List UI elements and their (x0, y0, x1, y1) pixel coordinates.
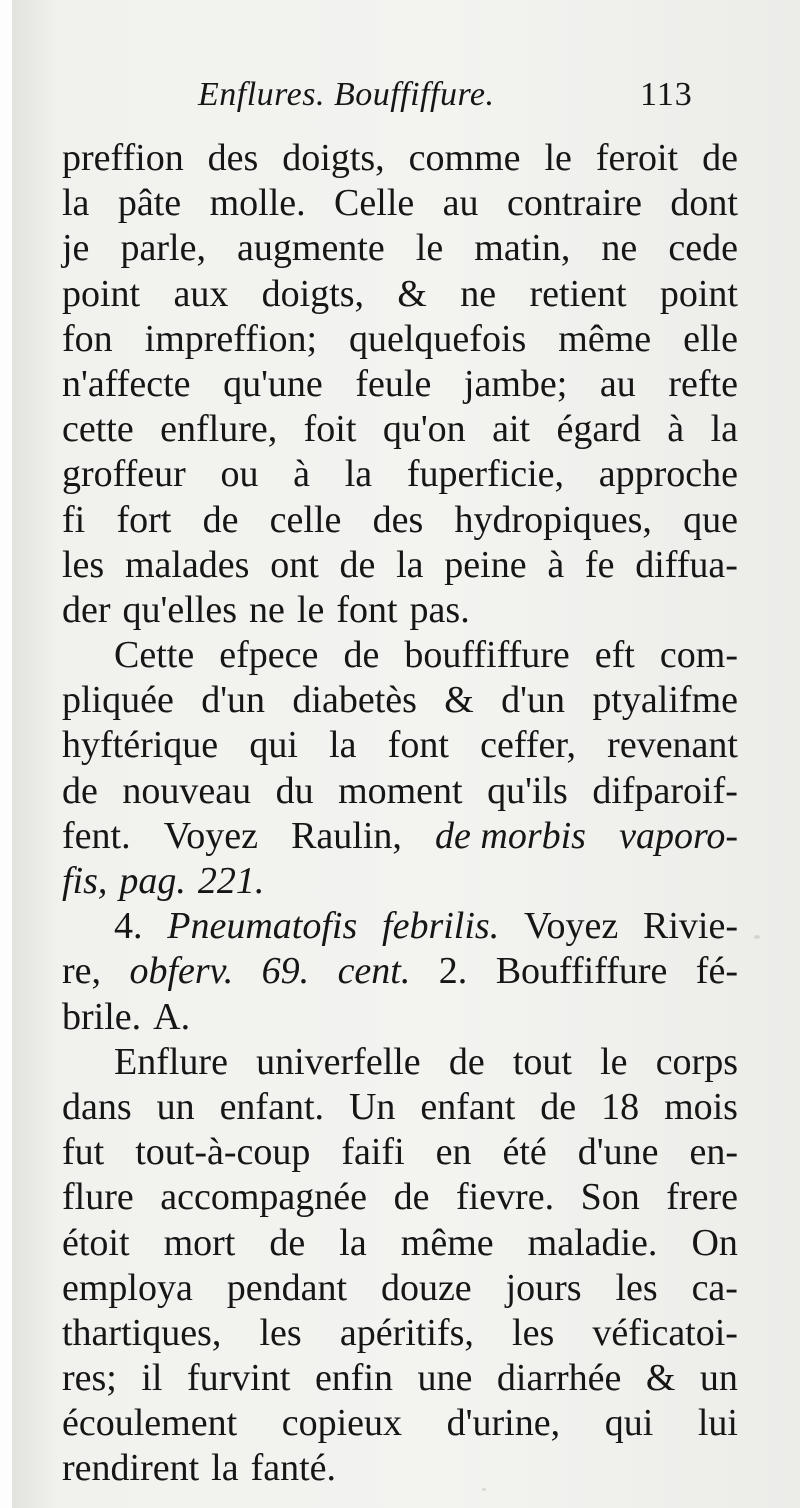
word: res; (62, 1357, 117, 1400)
word: Pneumatofis (167, 905, 358, 948)
word: Cette (114, 634, 195, 677)
word: d'urine, (446, 1402, 561, 1445)
word: la (710, 408, 738, 451)
word: de (540, 1085, 577, 1128)
word: la (396, 543, 424, 586)
word: la (62, 182, 90, 225)
word: de (339, 543, 376, 586)
word: ceffer, (480, 724, 576, 767)
word: pliquée (62, 679, 174, 722)
word: com- (659, 634, 738, 677)
text-line (62, 1356, 738, 1401)
word: fis, (62, 860, 108, 902)
word: il (141, 1357, 163, 1400)
word: re, (62, 950, 102, 993)
word: au (442, 182, 479, 225)
text-line (62, 543, 738, 588)
word: difparoif- (592, 769, 738, 812)
word: cette (62, 408, 134, 451)
word: une (417, 1357, 473, 1400)
text-line (62, 1446, 738, 1491)
word: ne (460, 272, 497, 315)
word: 18 (601, 1085, 640, 1128)
word: les (259, 1311, 302, 1354)
word: enfant (420, 1085, 516, 1128)
word: diffua- (635, 543, 738, 586)
word: en (435, 1131, 472, 1174)
word: qu'une (223, 362, 323, 405)
word: du (275, 769, 314, 812)
word: contraire (506, 182, 642, 225)
word: le (600, 1040, 628, 1083)
word: apéritifs, (339, 1311, 474, 1354)
word: Un (348, 1085, 396, 1128)
text-line (62, 633, 738, 678)
word: efpece (219, 634, 319, 677)
word: de (702, 137, 738, 179)
word: febrilis. (382, 905, 500, 948)
word: fut (62, 1131, 105, 1174)
word: ptyalifme (592, 679, 738, 722)
word: fievre. (455, 1176, 555, 1219)
word: Voyez (163, 814, 258, 857)
word: eft (594, 634, 635, 677)
word: thartiques, (62, 1311, 222, 1354)
text-line (62, 362, 738, 407)
word: fe (584, 543, 615, 586)
word: de (269, 1221, 306, 1264)
word: fanté. (250, 1447, 337, 1490)
word: les (62, 543, 105, 586)
body-text (62, 136, 738, 1492)
word: augmente (237, 227, 385, 270)
text-line (62, 181, 738, 226)
word: 2. (438, 950, 468, 993)
word: ne (249, 588, 285, 631)
text-line (62, 588, 738, 633)
word: fon (62, 317, 113, 360)
text-line (62, 769, 738, 814)
word: jours (505, 1266, 582, 1309)
word: de (202, 498, 239, 541)
word: étoit (62, 1221, 130, 1264)
word: tout-à-coup (135, 1131, 311, 1174)
text-line (62, 723, 738, 768)
text-line (62, 859, 738, 904)
word: écoulement (62, 1402, 238, 1445)
word: à (293, 453, 311, 496)
text-line (62, 1130, 738, 1175)
word: doigts, (282, 137, 385, 179)
word: fé- (695, 950, 738, 993)
word: cede (668, 227, 738, 270)
word: qu'elles (122, 588, 238, 631)
word: des (207, 137, 259, 179)
word: matin, (474, 227, 571, 270)
word: les (615, 1266, 658, 1309)
text-line (62, 136, 738, 181)
text-line (62, 1040, 738, 1085)
word: celle (269, 498, 342, 541)
text-line (62, 1266, 738, 1311)
word: n'affecte (62, 362, 191, 405)
word: la (211, 1447, 239, 1490)
word: été (502, 1131, 547, 1174)
word: der (62, 588, 111, 631)
word: dans (62, 1085, 132, 1128)
word: d'une (577, 1131, 659, 1174)
word: foit (303, 408, 357, 451)
word: groffeur (62, 453, 186, 496)
word: fent. (62, 814, 131, 857)
text-line (62, 1401, 738, 1446)
word: des (372, 498, 424, 541)
word: fuperficie, (406, 453, 565, 496)
word: je (62, 227, 90, 270)
text-line (62, 814, 738, 859)
word: mort (163, 1221, 236, 1264)
word: lui (697, 1402, 738, 1445)
word: le (544, 137, 572, 179)
word: de (393, 1176, 430, 1219)
word: refte (668, 362, 738, 405)
text-line (62, 1175, 738, 1220)
word: 221. (197, 860, 265, 902)
page-edge (0, 0, 12, 1508)
word: que (683, 498, 738, 541)
word: Enflure (114, 1040, 228, 1083)
word: ont (270, 543, 319, 586)
text-line (62, 1085, 738, 1130)
word: A. (153, 995, 191, 1038)
word: ne (601, 227, 638, 270)
text-line (62, 949, 738, 994)
word: vaporo- (619, 814, 738, 857)
word: quelquefois (349, 317, 527, 360)
word: jambe; (463, 362, 568, 405)
word: Bouffiffure (495, 950, 668, 993)
word: ait (492, 408, 531, 451)
text-line (62, 904, 738, 949)
word: feroit (595, 137, 679, 179)
word: approche (598, 453, 738, 496)
word: le (415, 227, 444, 270)
word: la (339, 1221, 367, 1264)
word: font (387, 724, 449, 767)
text-line (62, 498, 738, 543)
word: & (397, 272, 427, 315)
text-line (62, 226, 738, 271)
word: pâte (117, 182, 182, 225)
word: les (512, 1311, 555, 1354)
word: qui (604, 1402, 654, 1445)
word: de (448, 1040, 485, 1083)
word: véficatoi- (592, 1311, 738, 1354)
word: elle (683, 317, 738, 360)
word: obferv. (129, 950, 234, 993)
word: ca- (691, 1266, 738, 1309)
word: nouveau (122, 769, 252, 812)
text-line (62, 678, 738, 723)
word: qu'ils (487, 769, 568, 812)
ink-speck (754, 935, 760, 939)
word: peine (444, 543, 527, 586)
word: à (547, 543, 565, 586)
word: doigts, (261, 272, 365, 315)
text-line (62, 1311, 738, 1356)
word: rendirent (62, 1447, 200, 1490)
word: qu'on (382, 408, 466, 451)
word: douze (380, 1266, 472, 1309)
word: qui (249, 724, 298, 767)
word: de (62, 769, 98, 812)
word: enflure, (160, 408, 278, 451)
text-line (62, 452, 738, 497)
running-title: Enflures. Bouffiffure. (198, 76, 495, 113)
word: fort (116, 498, 172, 541)
word: le (296, 588, 325, 631)
text-line (62, 407, 738, 452)
word: au (599, 362, 636, 405)
word: brile. (62, 995, 142, 1038)
word: d'un (201, 679, 266, 722)
word: faifi (341, 1131, 405, 1174)
running-head (0, 72, 800, 132)
page-number: 113 (640, 76, 693, 113)
word: & (444, 679, 474, 722)
word: la (329, 724, 357, 767)
word: la (344, 453, 373, 496)
word: diarrhée (496, 1357, 622, 1400)
word: accompagnée (160, 1176, 368, 1219)
text-line (62, 995, 738, 1040)
text-line (62, 317, 738, 362)
word: font (336, 588, 398, 631)
word: malades (124, 543, 250, 586)
word: moment (338, 769, 463, 812)
word: tout (512, 1040, 572, 1083)
word: molle. (209, 182, 306, 225)
word: preffion (62, 137, 184, 179)
word: 4. (114, 905, 143, 948)
word: de morbis (435, 814, 586, 857)
word: corps (655, 1040, 738, 1083)
word: fi (62, 498, 86, 541)
word: enfant. (219, 1085, 325, 1128)
word: employa (62, 1266, 193, 1309)
word: maladie. (527, 1221, 658, 1264)
word: hyftérique (62, 724, 219, 767)
word: égard (556, 408, 641, 451)
word: 69. (261, 950, 310, 993)
word: pas. (409, 588, 470, 631)
word: dont (670, 182, 738, 225)
word: en- (689, 1131, 738, 1174)
word: un (699, 1357, 738, 1400)
word: d'un (501, 679, 566, 722)
word: un (156, 1085, 195, 1128)
text-line (62, 1221, 738, 1266)
word: feule (355, 362, 432, 405)
word: & (645, 1357, 676, 1400)
word: de (343, 634, 380, 677)
word: aux (173, 272, 229, 315)
word: parle, (120, 227, 206, 270)
word: point (659, 272, 738, 315)
word: comme (408, 137, 521, 179)
word: point (62, 272, 141, 315)
word: On (691, 1221, 738, 1264)
word: Son (580, 1176, 640, 1219)
word: pag. (119, 860, 186, 902)
word: retient (529, 272, 627, 315)
word: flure (62, 1176, 134, 1219)
word: ou (220, 453, 259, 496)
word: univerfelle (256, 1040, 421, 1083)
word: Rivie- (643, 905, 738, 948)
word: Celle (334, 182, 415, 225)
word: Raulin, (291, 814, 402, 857)
word: mois (664, 1085, 738, 1128)
word: impreffion; (144, 317, 318, 360)
word: enfin (314, 1357, 394, 1400)
word: cent. (337, 950, 411, 993)
word: à (667, 408, 685, 451)
word: hydropiques, (454, 498, 652, 541)
word: furvint (187, 1357, 291, 1400)
word: copieux (281, 1402, 403, 1445)
word: diabetès (292, 679, 417, 722)
word: Voyez (523, 905, 619, 948)
word: même (558, 317, 652, 360)
word: frere (666, 1176, 738, 1219)
text-line (62, 272, 738, 317)
word: revenant (607, 724, 738, 767)
word: même (400, 1221, 494, 1264)
word: pendant (226, 1266, 348, 1309)
word: bouffiffure (404, 634, 570, 677)
